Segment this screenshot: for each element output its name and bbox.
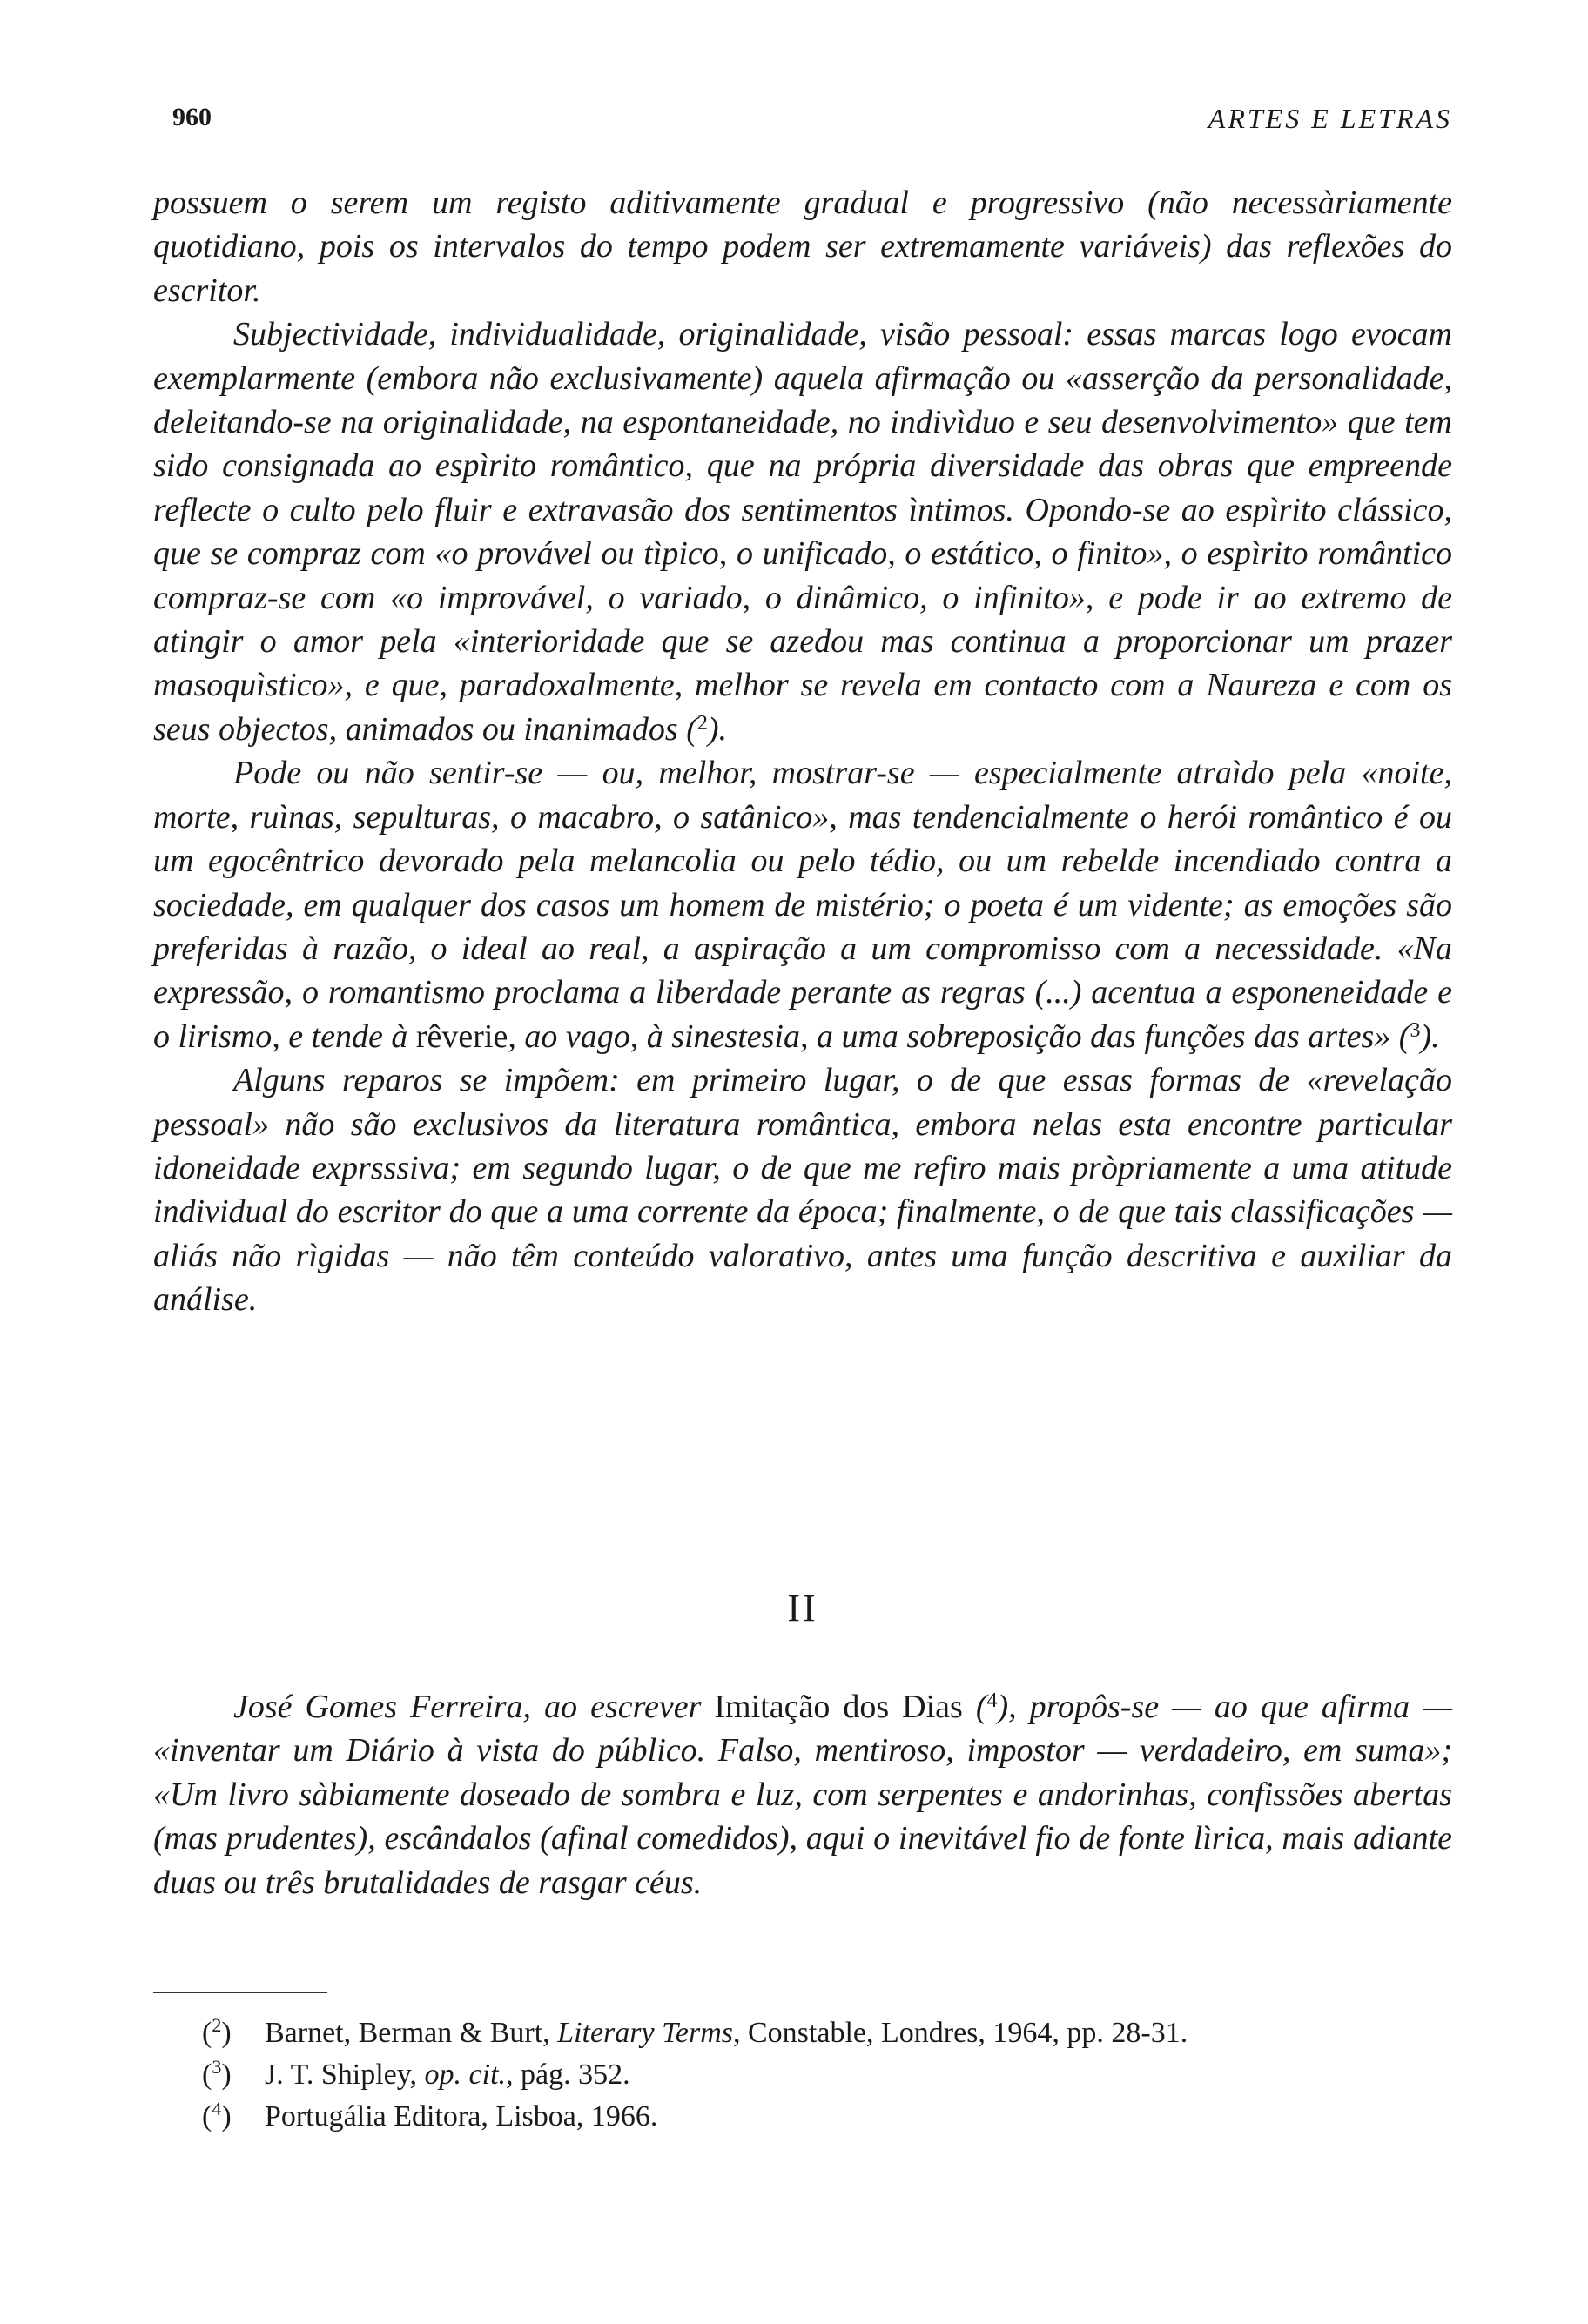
paragraph-2 — [153, 312, 1452, 751]
page-number: 960 — [172, 103, 212, 131]
paragraph-5-paren: ( — [962, 1689, 987, 1725]
footnote-marker: ($^2$) — [202, 2014, 232, 2049]
paragraph-2-text: Subjectividade, individualidade, originalidade, visão pessoal: essas marcas logo evocam exemplarmente (embora não exclusivamente) aquela afirmação ou «asserção da personalidade, deleitando-se na originalidade, na espontaneidade, no indivìduo e seu desenvolvimento» que tem sido consignada ao espìrito romântico, que na própria diversidade das obras que empreende reflecte o culto pelo fluir e extravasão dos sentimentos ìntimos. Opondo-se ao espìrito clássico, que se compraz com «o provável ou tìpico, o unificado, o estático, o finito», o espìrito romântico compraz-se com «o improvável, o variado, o dinâmico, o infinito», e pode ir ao extremo de atingir o amor pela «interioridade que se azedou mas continua a proporcionar um prazer masoquìstico», e que, paradoxalmente, melhor se revela em contacto com a Naureza e com os seus objectos, animados ou inanimados ( — [153, 316, 1452, 748]
footnote-ref-2: 2 — [696, 711, 708, 735]
footnote-number: 2 — [212, 2014, 222, 2036]
footnote-italic: op. cit. — [424, 2059, 507, 2091]
section-heading: II — [787, 1587, 818, 1629]
footnote-number: 3 — [212, 2056, 222, 2078]
paragraph-5-text: José Gomes Ferreira, ao escrever — [233, 1689, 715, 1725]
footnote-2 — [202, 2012, 1452, 2054]
paragraph-3-text-cont: , ao vago, à sinestesia, a uma sobreposição das funções das artes» ( — [508, 1018, 1410, 1055]
footnote-text-end: , pág. 352. — [506, 2059, 630, 2091]
paragraph-5-text-cont: ), propôs-se — ao que afirma — «inventar um Diário à vista do público. Falso, mentiroso, impostor — verdadeiro, em suma»; «Um livro sàbiamente doseado de sombra e luz, com serpentes e andorinhas, confissões abertas (mas prudentes), escândalos (afinal comedidos), aqui o inevitável fio de fonte lìrica, mais adiante duas ou três brutalidades de rasgar céus. — [153, 1689, 1452, 1901]
footnote-text: Barnet, Berman & Burt, — [265, 2017, 558, 2049]
paragraph-3-text: Pode ou não sentir-se — ou, melhor, mostrar-se — especialmente atraìdo pela «noite, morte, ruìnas, sepulturas, o macabro, o satânico», mas tendencialmente o herói romântico é ou um egocêntrico devorado pela melancolia ou pelo tédio, ou um rebelde incendiado contra a sociedade, em qualquer dos casos um homem de mistério; o poeta é um vidente; as emoções são preferidas à razão, o ideal ao real, a aspiração a um compromisso com a necessidade. «Na expressão, o romantismo proclama a liberdade perante as regras (...) acentua a esponeneidade e o lirismo, e tende à — [153, 755, 1452, 1055]
footnote-text-end: , Constable, Londres, 1964, pp. 28-31. — [733, 2017, 1188, 2049]
footnote-ref-4: 4 — [986, 1689, 998, 1712]
footnote-marker: ($^3$) — [202, 2056, 232, 2091]
book-title: Imitação dos Dias — [714, 1689, 963, 1725]
footnote-divider — [153, 1992, 327, 1993]
footnote-text: J. T. Shipley, — [265, 2059, 425, 2091]
footnote-text: Portugália Editora, Lisboa, 1966. — [265, 2100, 658, 2133]
footnote-3 — [202, 2054, 1452, 2096]
paragraph-3-end: ). — [1420, 1018, 1440, 1055]
body-text — [153, 181, 1452, 1322]
footnotes — [202, 2012, 1452, 2138]
footnote-marker: ($^4$) — [202, 2098, 232, 2133]
section-text — [153, 1685, 1452, 1904]
running-title: ARTES E LETRAS — [1208, 103, 1452, 134]
footnote-ref-3: 3 — [1410, 1018, 1421, 1042]
paragraph-5 — [153, 1685, 1452, 1904]
paragraph-3 — [153, 751, 1452, 1058]
running-header — [172, 103, 1452, 146]
footnote-4 — [202, 2096, 1452, 2138]
paragraph-2-end: ). — [707, 710, 728, 748]
footnote-italic: Literary Terms — [557, 2017, 733, 2049]
paragraph-3-roman-word: rêverie — [415, 1018, 508, 1055]
paragraph-4: Alguns reparos se impõem: em primeiro lugar, o de que essas formas de «revelação pessoal» não são exclusivos da literatura romântica, embora nelas esta encontre particular idoneidade exprsssiva; em segundo lugar, o de que me refiro mais pròpriamente a uma atitude individual do escritor do que a uma corrente da época; finalmente, o de que tais classificações — aliás não rìgidas — não têm conteúdo valorativo, antes uma função descritiva e auxiliar da análise. — [153, 1062, 1452, 1319]
footnote-number: 4 — [212, 2098, 222, 2119]
paragraph-1: possuem o serem um registo aditivamente gradual e progressivo (não necessàriamente quotidiano, pois os intervalos do tempo podem ser extremamente variáveis) das reflexões do escritor. — [153, 185, 1452, 309]
